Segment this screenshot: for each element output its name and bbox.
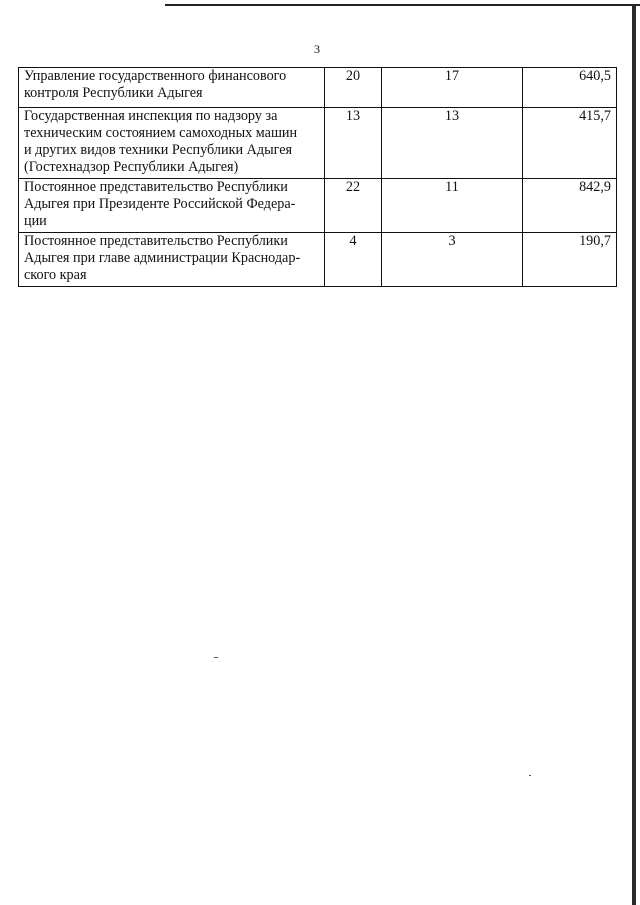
scan-edge-right: [632, 4, 636, 905]
col2-value: 13: [382, 108, 523, 179]
col1-value: 4: [325, 233, 382, 287]
amount-value: 640,5: [523, 68, 617, 108]
amount-value: 415,7: [523, 108, 617, 179]
table-row: [19, 233, 617, 287]
organization-name-cell: [19, 68, 325, 108]
page-number: 3: [314, 42, 320, 56]
name-line: техническим состоянием самоходных машин: [24, 125, 298, 141]
amount-value: 190,7: [523, 233, 617, 287]
col2-value: 3: [382, 233, 523, 287]
col1-value: 20: [325, 68, 382, 108]
col2-value: 17: [382, 68, 523, 108]
col1-value: 22: [325, 179, 382, 233]
table-row: [19, 108, 617, 179]
name-line: (Гостехнадзор Республики Адыгея): [24, 159, 239, 175]
name-line: и других видов техники Республики Адыгея: [24, 142, 293, 158]
col1-value: 13: [325, 108, 382, 179]
name-line: контроля Республики Адыгея: [24, 85, 203, 101]
amount-value: 842,9: [523, 179, 617, 233]
scan-edge-top: [165, 4, 640, 6]
budget-table: [18, 67, 617, 287]
col2-value: 11: [382, 179, 523, 233]
name-line: Адыгея при Президенте Российской Федера-: [24, 196, 296, 212]
name-line: Управление государственного финансового: [24, 68, 287, 84]
organization-name-cell: [19, 179, 325, 233]
organization-name-cell: [19, 233, 325, 287]
table-row: [19, 179, 617, 233]
name-line: Постоянное представительство Республики: [24, 233, 288, 249]
name-line: Адыгея при главе администрации Краснодар-: [24, 250, 301, 266]
scan-speck: [529, 775, 531, 776]
name-line: Постоянное представительство Республики: [24, 179, 288, 195]
organization-name-cell: [19, 108, 325, 179]
name-line: ции: [24, 213, 47, 229]
name-line: Государственная инспекция по надзору за: [24, 108, 278, 124]
scan-speck: [214, 657, 218, 658]
table-row: [19, 68, 617, 108]
name-line: ского края: [24, 267, 87, 283]
